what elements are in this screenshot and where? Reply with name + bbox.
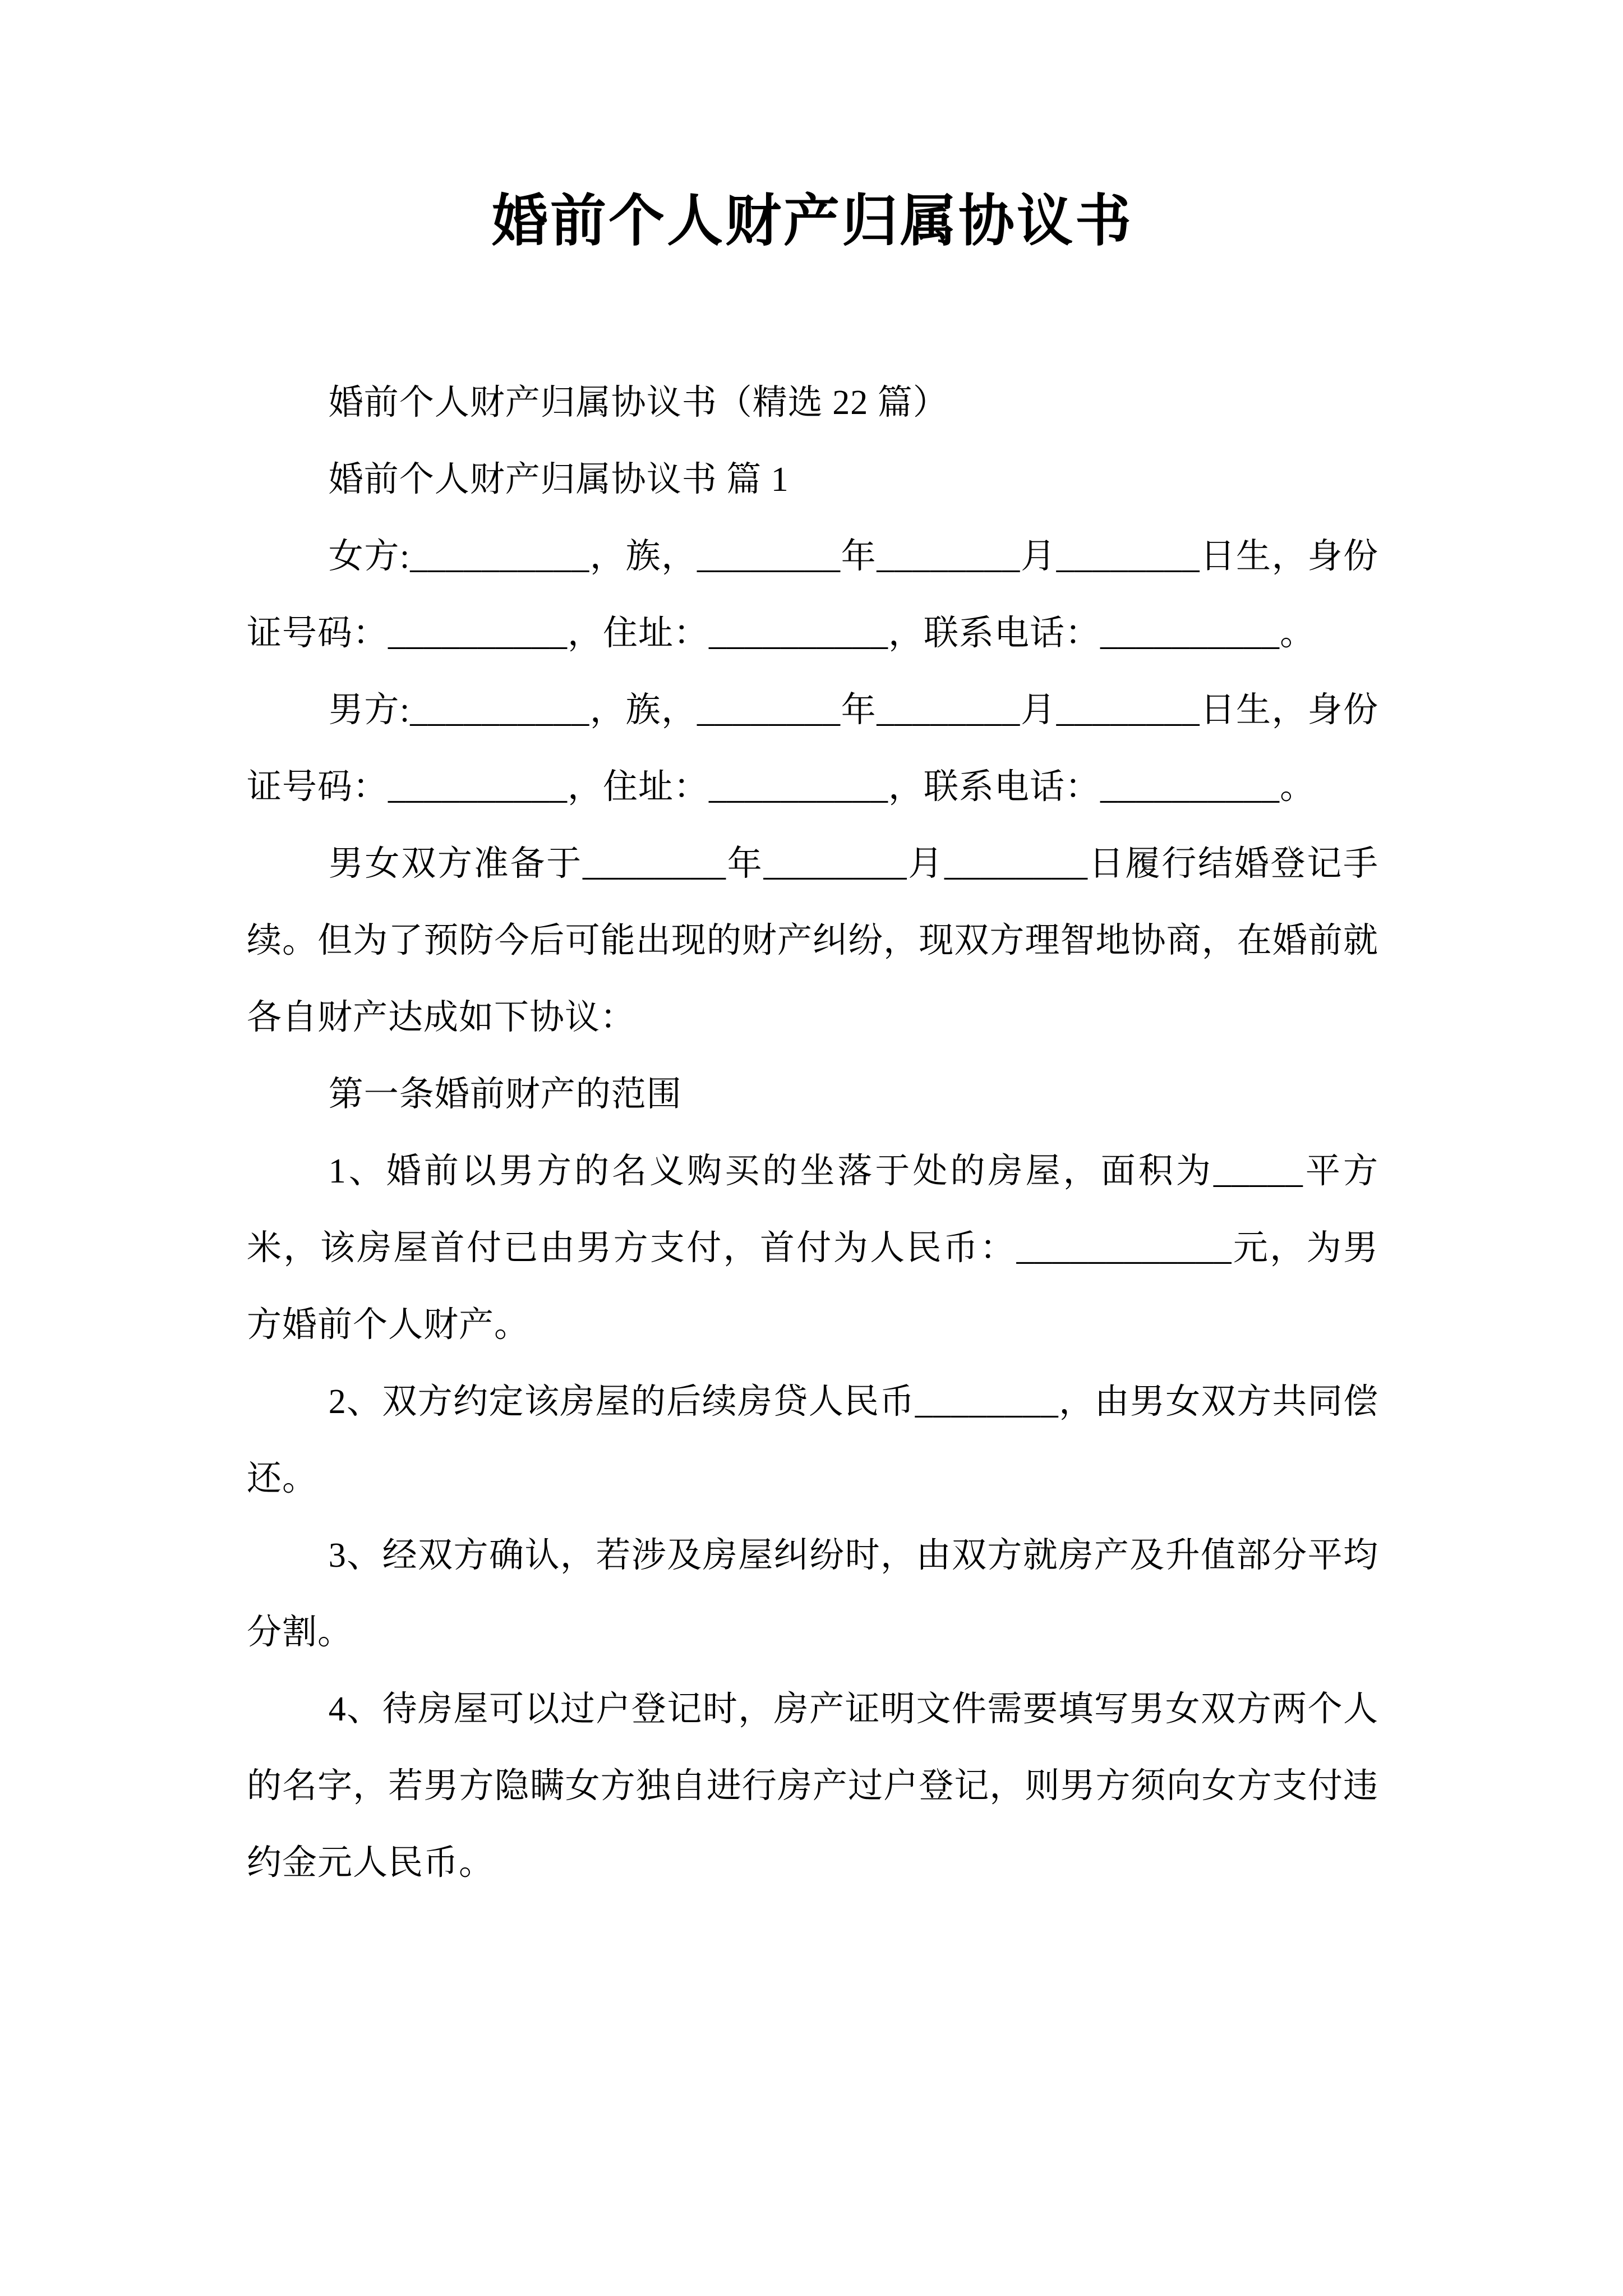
- paragraph-clause-3: 3、经双方确认，若涉及房屋纠纷时，由双方就房产及升值部分平均分割。: [247, 1536, 1378, 1651]
- document-title: 婚前个人财产归属协议书: [492, 190, 1133, 252]
- paragraph-subtitle: 婚前个人财产归属协议书（精选 22 篇）: [328, 384, 948, 422]
- paragraph-clause-1: 1、婚前以男方的名义购买的坐落于处的房屋，面积为_____平方米，该房屋首付已由男方支付，首付为人民币：____________元，为男方婚前个人财产。: [247, 1152, 1378, 1344]
- paragraph-chapter-label: 婚前个人财产归属协议书 篇 1: [328, 461, 789, 499]
- paragraph-marriage-plan: 男女双方准备于________年________月________日履行结婚登记手续。但为了预防今后可能出现的财产纠纷，现双方理智地协商，在婚前就各自财产达成如下协议：: [247, 845, 1378, 1037]
- paragraph-article-1-heading: 第一条婚前财产的范围: [328, 1075, 682, 1114]
- paragraph-clause-2: 2、双方约定该房屋的后续房贷人民币________，由男女双方共同偿还。: [247, 1383, 1378, 1498]
- paragraph-man-info: 男方:__________，族，________年________月________日生，身份证号码：__________，住址：__________，联系电话：__________。: [247, 691, 1378, 806]
- paragraph-woman-info: 女方:__________，族，________年________月________日生，身份证号码：__________，住址：__________，联系电话：__________。: [247, 537, 1378, 652]
- document-body: [247, 365, 1378, 1902]
- paragraph-clause-4: 4、待房屋可以过户登记时，房产证明文件需要填写男女双方两个人的名字，若男方隐瞒女方独自进行房产过户登记，则男方须向女方支付违约金元人民币。: [247, 1690, 1378, 1882]
